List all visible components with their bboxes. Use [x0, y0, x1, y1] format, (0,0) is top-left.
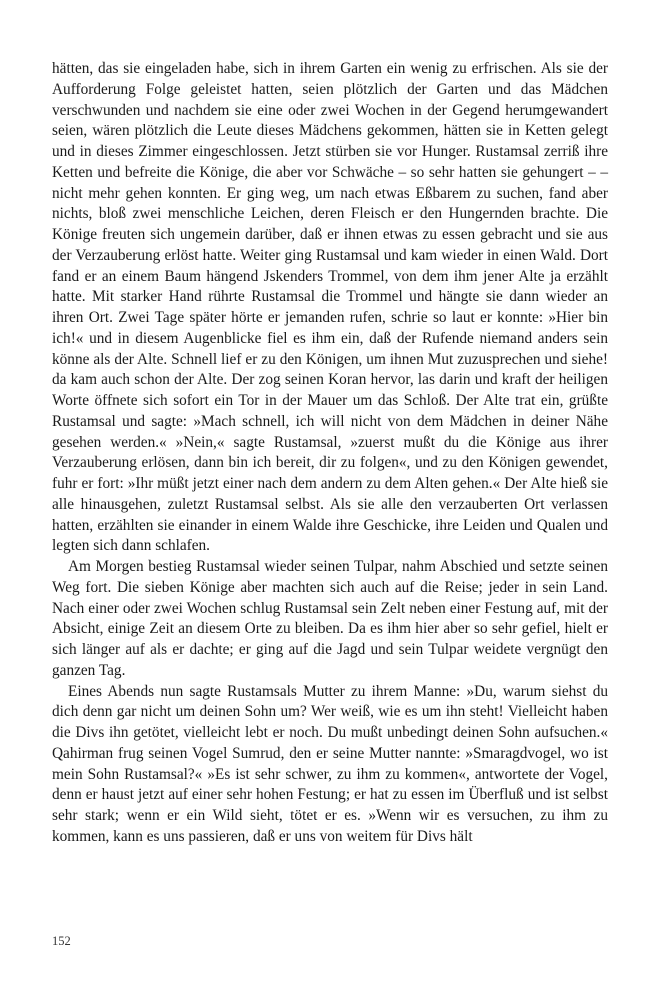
page-number: 152 [52, 934, 71, 948]
paragraph-3: Eines Abends nun sagte Rustamsals Mutter zu ihrem Manne: »Du, warum siehst du dich denn gar nicht um deinen Sohn um? Wer weiß, wie es um ihn steht! Vielleicht haben die Divs ihn getötet, vielleicht lebt er noch. Du mußt unbedingt deinen Sohn aufsuchen.« Qahirman frug seinen Vogel Sumrud, den er seine Mutter nannte: »Smaragdvogel, wo ist mein Sohn Rustamsal?« »Es ist sehr schwer, zu ihm zu kommen«, antwortete der Vogel, denn er haust jetzt auf einer sehr hohen Festung; er hat zu essen im Überfluß und ist selbst sehr stark; wenn er ein Wild sieht, tötet er es. »Wenn wir es versuchen, zu ihm zu kommen, kann es uns passieren, daß er uns von weitem für Divs hält [52, 682, 608, 845]
page-body [52, 59, 608, 848]
paragraph-2: Am Morgen bestieg Rustamsal wieder seinen Tulpar, nahm Abschied und setzte seinen Weg fort. Die sieben Könige aber machten sich auch auf die Reise; jeder in sein Land. Nach einer oder zwei Wochen schlug Rustamsal sein Zelt neben einer Festung auf, mit der Absicht, einige Zeit an diesem Orte zu bleiben. Da es ihm hier aber so sehr gefiel, hielt er sich länger auf als er dachte; er ging auf die Jagd und sein Tulpar weidete vergnügt den ganzen Tag. [52, 558, 608, 679]
paragraph-1: hätten, das sie eingeladen habe, sich in ihrem Garten ein wenig zu erfrischen. Als sie der Aufforderung Folge geleistet hatten, seien plötzlich der Garten und das Mädchen verschwunden und nachdem sie eine oder zwei Wochen in der Gegend herumgewandert seien, wären plötzlich die Leute dieses Mädchens gekommen, hätten sie in Ketten gelegt und in dieses Zimmer eingeschlossen. Jetzt stürben sie vor Hunger. Rustamsal zerriß ihre Ketten und befreite die Könige, die aber vor Schwäche – so sehr hatten sie gehungert – – nicht mehr gehen konnten. Er ging weg, um nach etwas Eßbarem zu suchen, fand aber nichts, bloß zwei menschliche Leichen, deren Fleisch er den Hungernden brachte. Die Könige freuten sich ungemein darüber, daß er ihnen etwas zu essen gebracht und sie aus der Verzauberung erlöst hatte. Weiter ging Rustamsal und kam wieder in einen Wald. Dort fand er an einem Baum hängend Jskenders Trommel, von dem ihm jener Alte ja erzählt hatte. Mit starker Hand rührte Rustamsal die Trommel und hängte sie dann wieder an ihren Ort. Zwei Tage später hörte er jemanden rufen, schrie so laut er konnte: »Hier bin ich!« und in diesem Augenblicke fiel es ihm ein, daß der Rufende niemand anders sein könne als der Alte. Schnell lief er zu den Königen, um ihnen Mut zuzusprechen und siehe! da kam auch schon der Alte. Der zog seinen Koran hervor, las darin und kraft der heiligen Worte öffnete sich sofort ein Tor in der Mauer um das Schloß. Der Alte trat ein, grüßte Rustamsal und sagte: »Mach schnell, ich will nicht von dem Mädchen in deiner Nähe gesehen werden.« »Nein,« sagte Rustamsal, »zuerst mußt du die Könige aus ihrer Verzauberung erlösen, dann bin ich bereit, dir zu folgen«, und zu den Königen gewendet, fuhr er fort: »Ihr müßt jetzt einer nach dem andern zu dem Alten gehen.« Der Alte hieß sie alle hinausgehen, zuletzt Rustamsal selbst. Als sie alle den verzauberten Ort verlassen hatten, erzählten sie einander in einem Walde ihre Geschicke, ihre Leiden und Qualen und legten sich dann schlafen. [52, 60, 608, 555]
body-text [52, 59, 608, 848]
